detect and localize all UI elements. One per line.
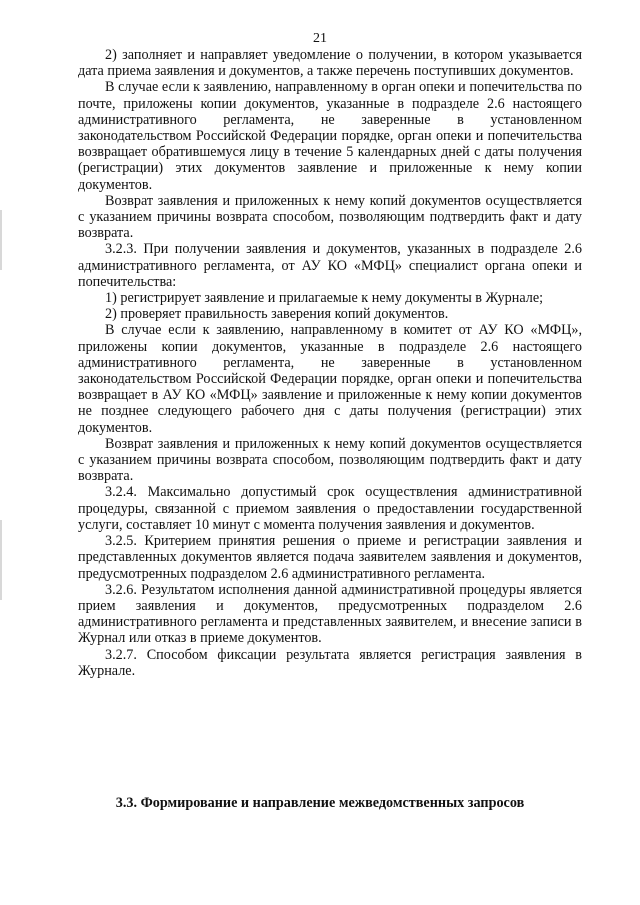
paragraph: В случае если к заявлению, направленному в комитет от АУ КО «МФЦ», приложены копии документов, указанные в подразделе 2.6 настоящего административного регламента, не заверенные в установленном законодательством Российской Федерации порядке, орган опеки и попечительства возвращает в АУ КО «МФЦ» заявление и приложенные к нему копии документов не позднее следующего рабочего дня с даты получения (регистрации) этих документов. [78, 322, 582, 436]
paragraph: Возврат заявления и приложенных к нему копий документов осуществляется с указанием причины возврата способом, позволяющим подтвердить факт и дату возврата. [78, 192, 582, 242]
paragraph: 3.2.5. Критерием принятия решения о приеме и регистрации заявления и представленных документов является подача заявителем заявления и документов, предусмотренных подразделом 2.6 административного регламента. [78, 533, 582, 582]
paragraph: Возврат заявления и приложенных к нему копий документов осуществляется с указанием причины возврата способом, позволяющим подтвердить факт и дату возврата. [78, 435, 582, 485]
paragraph: 2) заполняет и направляет уведомление о получении, в котором указывается дата приема заявления и документов, а также перечень поступивших документов. [78, 47, 582, 80]
paragraph: 3.2.3. При получении заявления и документов, указанных в подразделе 2.6 административного регламента, от АУ КО «МФЦ» специалист органа опеки и попечительства: [78, 241, 582, 290]
scan-edge-mark [0, 210, 2, 270]
paragraph: 2) проверяет правильность заверения копий документов. [105, 306, 449, 323]
paragraph: 3.2.6. Результатом исполнения данной административной процедуры является прием заявления и документов, предусмотренных подразделом 2.6 административного регламента и представленных заявителем, и внесение записи в Журнал или отказ в приеме документов. [78, 581, 582, 647]
paragraph: В случае если к заявлению, направленному в орган опеки и попечительства по почте, приложены копии документов, указанные в подразделе 2.6 настоящего административного регламента, не заверенные в установленном законодательством Российской Федерации порядке, орган опеки и попечительства возвращает обратившемуся лицу в течение 5 календарных дней с даты получения (регистрации) этих документов заявление и приложенные к нему копии документов. [78, 79, 582, 193]
section-heading: 3.3. Формирование и направление межведомственных запросов [115, 795, 525, 811]
scan-edge-mark [0, 520, 2, 600]
paragraph: 1) регистрирует заявление и прилагаемые к нему документы в Журнале; [105, 290, 544, 307]
paragraph: 3.2.7. Способом фиксации результата является регистрация заявления в Журнале. [78, 646, 582, 679]
page-number: 21 [313, 31, 327, 46]
paragraph: 3.2.4. Максимально допустимый срок осуществления административной процедуры, связанной с приемом заявления о предоставлении государственной услуги, составляет 10 минут с момента получения заявления и документов. [78, 484, 582, 533]
document-body [78, 47, 582, 679]
